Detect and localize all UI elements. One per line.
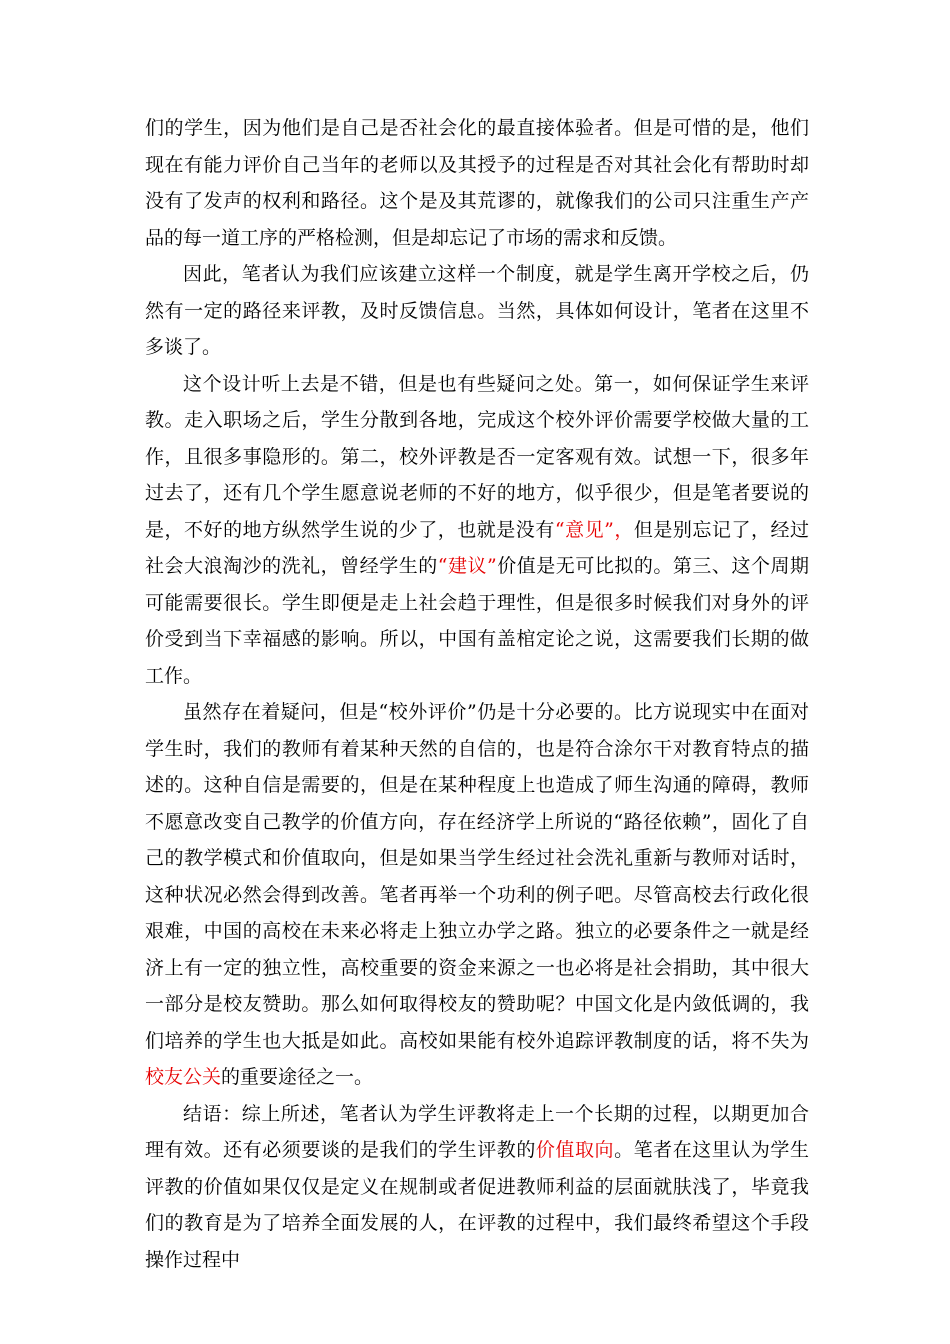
- paragraph-text: 。笔者在这里认为学生评教的价值如果仅仅是定义在规制或者促进教师利益的层面就肤浅了，毕竟我们的教育是为了培养全面发展的人，在评教的过程中，我们最终希望这个手段操作过程中: [145, 1139, 809, 1271]
- paragraph-4: [145, 694, 809, 1096]
- paragraph-5: [145, 1096, 809, 1279]
- paragraph-text: 们的学生，因为他们是自己是否社会化的最直接体验者。但是可惜的是，他们现在有能力评价自己当年的老师以及其授予的过程是否对其社会化有帮助时却没有了发声的权利和路径。这个是及其荒谬的，就像我们的公司只注重生产产品的每一道工序的严格检测，但是却忘记了市场的需求和反馈。: [145, 117, 809, 249]
- paragraph-3: [145, 366, 809, 695]
- paragraph-text: 价值是无可比拟的。第三、这个周期可能需要很长。学生即便是走上社会趋于理性，但是很多时候我们对身外的评价受到当下幸福感的影响。所以，中国有盖棺定论之说，这需要我们长期的做工作。: [145, 555, 809, 687]
- paragraph-text: 结语：综上所述，笔者认为学生评教将走上一个长期的过程，以期更加合理有效。还有必须要谈的是我们的学生评教的: [145, 1102, 809, 1161]
- paragraph-text: 但是别忘记了，经过社会大浪淘沙的洗礼，曾经学生的: [145, 518, 809, 577]
- paragraph-2: [145, 256, 809, 366]
- highlighted-term-suggestion: “建议”: [437, 555, 497, 577]
- paragraph-text: 虽然存在着疑问，但是“校外评价”仍是十分必要的。比方说现实中在面对学生时，我们的教师有着某种天然的自信的，也是符合涂尔干对教育特点的描述的。这种自信是需要的，但是在某种程度上也造成了师生沟通的障碍，教师不愿意改变自己教学的价值方向，存在经济学上所说的“路径依赖”，固化了自己的教学模式和价值取向，但是如果当学生经过社会洗礼重新与教师对话时，这种状况必然会得到改善。笔者再举一个功利的例子吧。尽管高校去行政化很艰难，中国的高校在未来必将走上独立办学之路。独立的必要条件之一就是经济上有一定的独立性，高校重要的资金来源之一也必将是社会捐助，其中很大一部分是校友赞助。那么如何取得校友的赞助呢？中国文化是内敛低调的，我们培养的学生也大抵是如此。高校如果能有校外追踪评教制度的话，将不失为: [145, 701, 809, 1052]
- paragraph-text: 这个设计听上去是不错，但是也有些疑问之处。第一，如何保证学生来评教。走入职场之后，学生分散到各地，完成这个校外评价需要学校做大量的工作，且很多事隐形的。第二，校外评教是否一定客观有效。试想一下，很多年过去了，还有几个学生愿意说老师的不好的地方，似乎很少，但是笔者要说的是，不好的地方纵然学生说的少了，也就是没有: [145, 372, 809, 541]
- paragraph-text: 因此，笔者认为我们应该建立这样一个制度，就是学生离开学校之后，仍然有一定的路径来评教，及时反馈信息。当然，具体如何设计，笔者在这里不多谈了。: [145, 263, 809, 358]
- highlighted-term-alumni-relations: 校友公关: [145, 1066, 222, 1088]
- highlighted-term-opinion: “意见”，: [554, 518, 634, 541]
- highlighted-term-value-orientation: 价值取向: [535, 1139, 615, 1161]
- paragraph-1: [145, 110, 809, 256]
- document-body: [145, 110, 809, 1278]
- paragraph-text: 的重要途径之一。: [221, 1066, 374, 1088]
